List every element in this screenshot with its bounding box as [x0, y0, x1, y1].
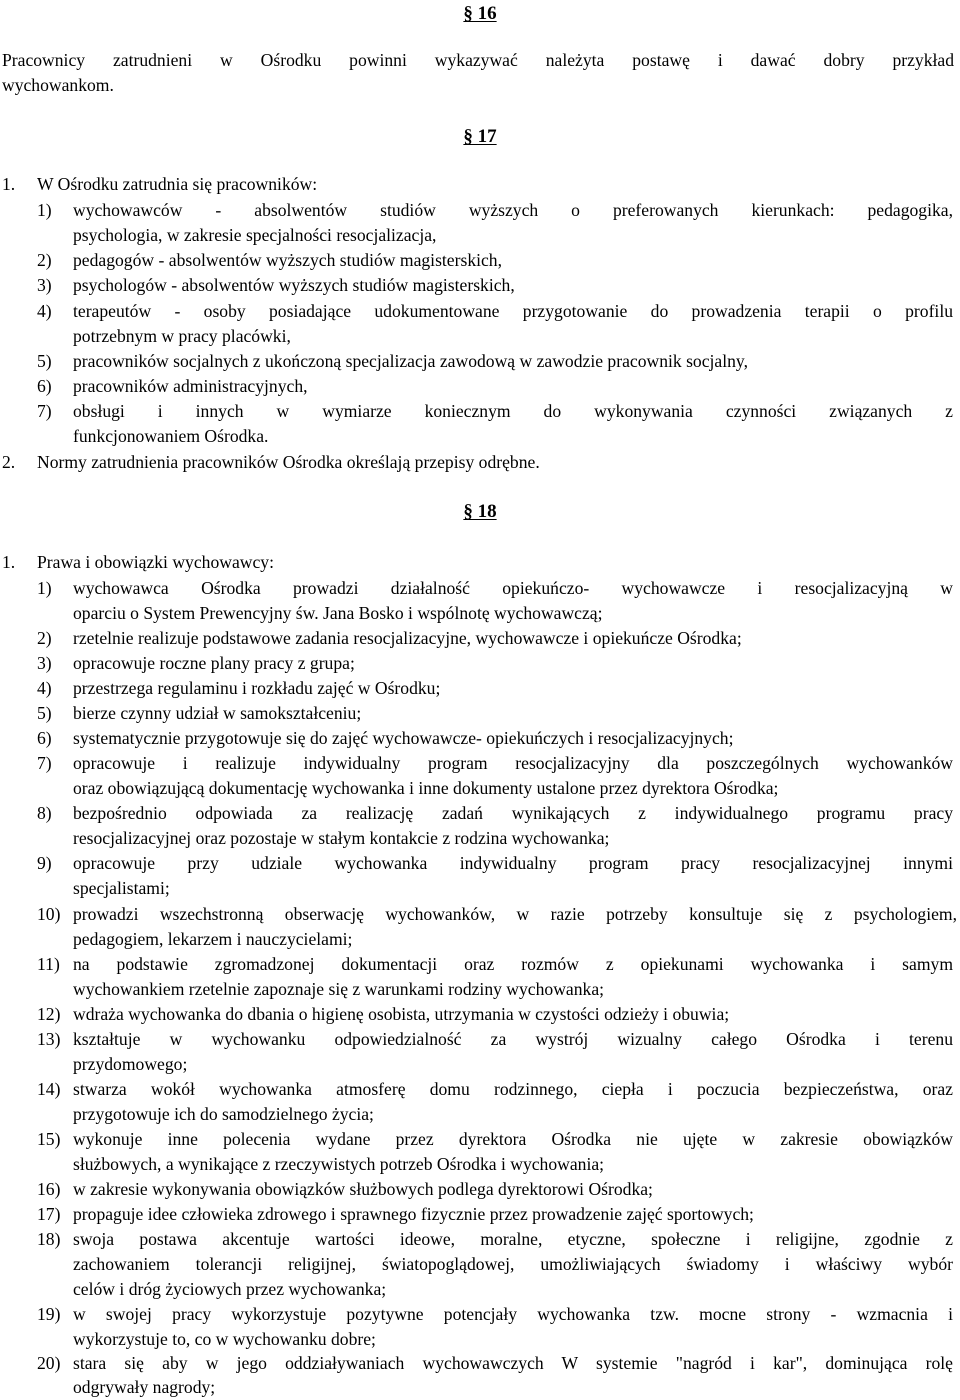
item-line: funkcjonowaniem Ośrodka.: [73, 426, 269, 446]
item-number: 7): [37, 753, 52, 773]
item-number: 14): [37, 1079, 61, 1099]
item-line: obsługi i innych w wymiarze koniecznym do wykonywania czynności związanych z: [73, 401, 953, 421]
item-line: stara się aby w jego oddziaływaniach wychowawczych W systemie "nagród i kar", dominująca rolę: [73, 1353, 953, 1373]
item-number: 1): [37, 578, 52, 598]
section-heading: § 18: [463, 501, 497, 522]
item-line: na podstawie zgromadzonej dokumentacji oraz rozmów z opiekunami wychowanka i samym: [73, 954, 953, 974]
item-number: 2): [37, 628, 52, 648]
item-line: w swojej pracy wykorzystuje pozytywne potencjały wychowanka tzw. mocne strony - wzmacnia i: [73, 1304, 953, 1324]
item-number: 9): [37, 853, 52, 873]
item-line: specjalistami;: [73, 878, 170, 898]
item-line: propaguje idee człowieka zdrowego i sprawnego fizycznie przez prowadzenie zajęć sportowych;: [73, 1204, 754, 1224]
item-line: wykonuje inne polecenia wydane przez dyrektora Ośrodka nie ujęte w zakresie obowiązków: [73, 1129, 953, 1149]
item-line: wychowawca Ośrodka prowadzi działalność opiekuńczo- wychowawcze i resocjalizacyjną w: [73, 578, 953, 598]
item-line: pedagogów - absolwentów wyższych studiów magisterskich,: [73, 250, 503, 270]
item-line: psychologów - absolwentów wyższych studiów magisterskich,: [73, 275, 515, 295]
item-number: 6): [37, 728, 52, 748]
paragraph-line: wychowankom.: [2, 75, 114, 95]
item-line: wykorzystuje to, co w wychowanku dobre;: [73, 1329, 376, 1349]
item-number: 3): [37, 653, 52, 673]
item-line: oparciu o System Prewencyjny św. Jana Bosko i wspólnotę wychowawczą;: [73, 603, 603, 623]
point-number: 1.: [2, 552, 16, 572]
item-line: stwarza wokół wychowanka atmosferę domu rodzinnego, ciepła i poczucia bezpieczeństwa, oraz: [73, 1079, 953, 1099]
point-text: Normy zatrudnienia pracowników Ośrodka określają przepisy odrębne.: [37, 452, 540, 472]
item-number: 3): [37, 275, 52, 295]
item-line: pedagogiem, lekarzem i nauczycielami;: [73, 929, 353, 949]
item-line: opracowuje i realizuje indywidualny program resocjalizacyjny dla poszczególnych wychowanków: [73, 753, 953, 773]
item-line: przydomowego;: [73, 1054, 188, 1074]
item-line: odgrywały nagrody;: [73, 1377, 216, 1397]
point-text: Prawa i obowiązki wychowawcy:: [37, 552, 274, 572]
point-number: 1.: [2, 174, 16, 194]
section-heading: § 17: [463, 126, 497, 147]
item-line: zachowaniem tolerancji religijnej, światopoglądowej, umożliwiających świadomy i właściwy wybór: [73, 1254, 953, 1274]
item-line: psychologia, w zakresie specjalności resocjalizacja,: [73, 225, 437, 245]
item-line: przestrzega regulaminu i rozkładu zajęć w Ośrodku;: [73, 678, 441, 698]
item-line: wdraża wychowanka do dbania o higienę osobista, utrzymania w czystości odzieży i obuwia;: [73, 1004, 730, 1024]
item-line: systematycznie przygotowuje się do zajęć wychowawcze- opiekuńczych i resocjalizacyjnych;: [73, 728, 734, 748]
item-line: bierze czynny udział w samokształceniu;: [73, 703, 362, 723]
item-number: 7): [37, 401, 52, 421]
paragraph-line: Pracownicy zatrudnieni w Ośrodku powinni wykazywać należyta postawę i dawać dobry przykład: [2, 50, 954, 70]
item-number: 4): [37, 301, 52, 321]
item-number: 15): [37, 1129, 61, 1149]
item-number: 17): [37, 1204, 61, 1224]
item-number: 13): [37, 1029, 61, 1049]
item-number: 4): [37, 678, 52, 698]
item-line: rzetelnie realizuje podstawowe zadania resocjalizacyjne, wychowawcze i opiekuńcze Ośrodka;: [73, 628, 742, 648]
item-line: terapeutów - osoby posiadające udokumentowane przygotowanie do prowadzenia terapii o profilu: [73, 301, 953, 321]
item-line: wychowankiem rzetelnie zapoznaje się z warunkami rodziny wychowanka;: [73, 979, 605, 999]
item-line: potrzebnym w pracy placówki,: [73, 326, 291, 346]
item-number: 16): [37, 1179, 61, 1199]
item-number: 19): [37, 1304, 61, 1324]
item-line: wychowawców - absolwentów studiów wyższych o preferowanych kierunkach: pedagogika,: [73, 200, 953, 220]
item-number: 1): [37, 200, 52, 220]
item-number: 5): [37, 703, 52, 723]
item-number: 2): [37, 250, 52, 270]
item-number: 5): [37, 351, 52, 371]
item-line: swoja postawa akcentuje wartości ideowe, moralne, etyczne, społeczne i religijne, zgodnie z: [73, 1229, 953, 1249]
item-number: 18): [37, 1229, 61, 1249]
item-line: resocjalizacyjnej oraz pozostaje w stałym kontakcie z rodzina wychowanka;: [73, 828, 610, 848]
item-line: pracowników administracyjnych,: [73, 376, 308, 396]
item-line: prowadzi wszechstronną obserwację wychowanków, w razie potrzeby konsultuje się z psychologiem,: [73, 904, 957, 924]
item-number: 10): [37, 904, 61, 924]
item-line: kształtuje w wychowanku odpowiedzialność za wystrój wizualny całego Ośrodka i terenu: [73, 1029, 953, 1049]
point-text: W Ośrodku zatrudnia się pracowników:: [37, 174, 318, 194]
item-line: przygotowuje ich do samodzielnego życia;: [73, 1104, 374, 1124]
item-number: 11): [37, 954, 60, 974]
item-line: opracowuje roczne plany pracy z grupa;: [73, 653, 355, 673]
item-line: pracowników socjalnych z ukończoną specjalizacja zawodową w zawodzie pracownik socjalny,: [73, 351, 748, 371]
item-number: 12): [37, 1004, 61, 1024]
item-number: 6): [37, 376, 52, 396]
item-number: 20): [37, 1353, 61, 1373]
item-line: oraz obowiązującą dokumentację wychowanka i inne dokumenty ustalone przez dyrektora Ośrodka;: [73, 778, 779, 798]
item-line: w zakresie wykonywania obowiązków służbowych podlega dyrektorowi Ośrodka;: [73, 1179, 653, 1199]
section-heading: § 16: [463, 3, 497, 24]
item-line: celów i dróg życiowych przez wychowanka;: [73, 1279, 387, 1299]
item-number: 8): [37, 803, 52, 823]
point-number: 2.: [2, 452, 16, 472]
item-line: służbowych, a wynikające z rzeczywistych potrzeb Ośrodka i wychowania;: [73, 1154, 605, 1174]
item-line: bezpośrednio odpowiada za realizację zadań wynikających z indywidualnego programu pracy: [73, 803, 953, 823]
item-line: opracowuje przy udziale wychowanka indywidualny program pracy resocjalizacyjnej innymi: [73, 853, 953, 873]
